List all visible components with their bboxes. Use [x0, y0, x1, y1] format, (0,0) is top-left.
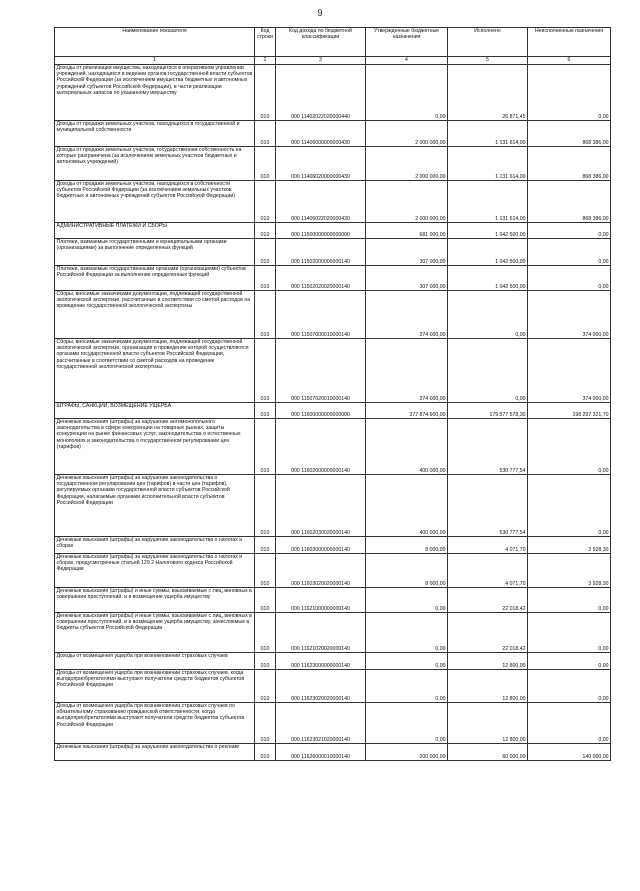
table-row [55, 266, 611, 291]
unexecuted-amount-cell: 868 386,00 [528, 147, 611, 181]
income-code-cell: 000 11626000010000140 [276, 744, 366, 761]
line-code-cell: 010 [255, 419, 276, 475]
income-code-cell: 000 11500000000000000 [276, 223, 366, 239]
line-code-cell: 010 [255, 266, 276, 291]
approved-amount-cell: 0,00 [366, 653, 448, 670]
column-number: 6 [528, 57, 611, 65]
approved-amount-cell: 8 000,00 [366, 537, 448, 554]
indicator-name-cell: Денежные взыскания (штрафы) и иные суммы, взыскиваемые с лиц, виновных в совершении преступлений, и в возмещение ущерба имуществу, зачисляемые в бюджеты субъектов Российской Федерации [55, 613, 255, 653]
unexecuted-amount-cell: 868 386,00 [528, 121, 611, 147]
unexecuted-amount-cell: 0,00 [528, 266, 611, 291]
header-executed: Исполнено [448, 28, 528, 57]
executed-amount-cell: 1 131 614,00 [448, 147, 528, 181]
indicator-name-cell: Денежные взыскания (штрафы) за нарушение законодательства о рекламе [55, 744, 255, 761]
indicator-name-cell: Платежи, взимаемые государственными органами (организациями) субъектов Российской Федерации за выполнение определенных функций [55, 266, 255, 291]
income-code-cell: 000 11603020020000140 [276, 554, 366, 588]
approved-amount-cell: 2 000 000,00 [366, 147, 448, 181]
unexecuted-amount-cell: 0,00 [528, 475, 611, 537]
column-number: 2 [255, 57, 276, 65]
approved-amount-cell: 200 000,00 [366, 744, 448, 761]
approved-amount-cell: 307 000,00 [366, 266, 448, 291]
executed-amount-cell: 4 071,70 [448, 537, 528, 554]
approved-amount-cell: 2 000 000,00 [366, 121, 448, 147]
unexecuted-amount-cell: 0,00 [528, 653, 611, 670]
table-row [55, 703, 611, 744]
executed-amount-cell: 22 018,42 [448, 613, 528, 653]
unexecuted-amount-cell: 0,00 [528, 588, 611, 613]
unexecuted-amount-cell: 374 000,00 [528, 291, 611, 339]
approved-amount-cell: 8 000,00 [366, 554, 448, 588]
table-row [55, 419, 611, 475]
line-code-cell: 010 [255, 613, 276, 653]
indicator-name-cell: Доходы от реализации имущества, находящегося в оперативном управлении учреждений, находящихся в ведении органов государственной власти субъектов Российской Федерации (за исключением имущества бюджетных и автономных учреждений субъектов Российской Федерации), в части реализации материальных запасов по указанному имуществу [55, 65, 255, 121]
income-code-cell: 000 11502020020000140 [276, 266, 366, 291]
income-code-cell: 000 11406022020000430 [276, 181, 366, 223]
table-header-row [55, 28, 611, 57]
table-row [55, 147, 611, 181]
unexecuted-amount-cell: 374 000,00 [528, 339, 611, 403]
line-code-cell: 010 [255, 475, 276, 537]
income-code-cell: 000 11406000000000430 [276, 121, 366, 147]
indicator-name-cell: Денежные взыскания (штрафы) за нарушение законодательства о налогах и сборах [55, 537, 255, 554]
header-code: Код строки [255, 28, 276, 57]
executed-amount-cell: 1 131 614,00 [448, 121, 528, 147]
executed-amount-cell: 1 131 614,00 [448, 181, 528, 223]
approved-amount-cell: 400 000,00 [366, 419, 448, 475]
approved-amount-cell: 377 874 900,00 [366, 403, 448, 419]
approved-amount-cell: 0,00 [366, 65, 448, 121]
indicator-name-cell: Доходы от возмещения ущерба при возникновении страховых случаев [55, 653, 255, 670]
column-number: 3 [276, 57, 366, 65]
unexecuted-amount-cell: 0,00 [528, 223, 611, 239]
executed-amount-cell: 22 018,42 [448, 588, 528, 613]
unexecuted-amount-cell: 0,00 [528, 703, 611, 744]
approved-amount-cell: 0,00 [366, 588, 448, 613]
table-row [55, 475, 611, 537]
approved-amount-cell: 374 000,00 [366, 339, 448, 403]
executed-amount-cell: 12 800,00 [448, 703, 528, 744]
column-number: 5 [448, 57, 528, 65]
income-code-cell: 000 11623021020000140 [276, 703, 366, 744]
income-code-cell: 000 11621000000000140 [276, 588, 366, 613]
column-number: 4 [366, 57, 448, 65]
table-row [55, 121, 611, 147]
unexecuted-amount-cell: 0,00 [528, 239, 611, 266]
income-code-cell: 000 11406020000000430 [276, 147, 366, 181]
approved-amount-cell: 400 000,00 [366, 475, 448, 537]
executed-amount-cell: 60 000,00 [448, 744, 528, 761]
budget-execution-table [54, 27, 611, 761]
income-code-cell: 000 11402022020000440 [276, 65, 366, 121]
indicator-name-cell: Сборы, вносимые заказчиками документации, подлежащей государственной экологической экспертизе, организация и проведение которой осуществляются органами государственной власти субъектов Российской Федерации, рассчитанные в соответствии со сметой расходов на проведение государственной экологической экспертизы [55, 339, 255, 403]
table-row [55, 554, 611, 588]
approved-amount-cell: 374 000,00 [366, 291, 448, 339]
indicator-name-cell: Денежные взыскания (штрафы) и иные суммы, взыскиваемые с лиц, виновных в совершении преступлений, и в возмещение ущерба имуществу [55, 588, 255, 613]
unexecuted-amount-cell: 140 000,00 [528, 744, 611, 761]
income-code-cell: 000 11602030020000140 [276, 475, 366, 537]
executed-amount-cell: 26 871,45 [448, 65, 528, 121]
executed-amount-cell: 0,00 [448, 339, 528, 403]
unexecuted-amount-cell: 3 928,30 [528, 554, 611, 588]
income-code-cell: 000 11507020010000140 [276, 339, 366, 403]
indicator-name-cell: Доходы от продажи земельных участков, находящихся в собственности субъектов Российской Федерации (за исключением земельных участков бюджетных и автономных учреждений субъектов Российской Федерации) [55, 181, 255, 223]
unexecuted-amount-cell: 868 386,00 [528, 181, 611, 223]
income-code-cell: 000 11623020020000140 [276, 670, 366, 703]
line-code-cell: 010 [255, 223, 276, 239]
table-row [55, 403, 611, 419]
executed-amount-cell: 530 777,54 [448, 475, 528, 537]
table-row [55, 744, 611, 761]
header-kbk: Код дохода по бюджетной классификации [276, 28, 366, 57]
line-code-cell: 010 [255, 554, 276, 588]
income-code-cell: 000 11600000000000000 [276, 403, 366, 419]
executed-amount-cell: 4 071,70 [448, 554, 528, 588]
income-code-cell: 000 11502000000000140 [276, 239, 366, 266]
line-code-cell: 010 [255, 403, 276, 419]
indicator-name-cell: Денежные взыскания (штрафы) за нарушение антимонопольного законодательства в сфере конкуренции на товарных рынках, защиты конкуренции на рынке финансовых услуг, законодательства о естественных монополиях и законодательства о государственном регулировании цен (тарифов) [55, 419, 255, 475]
executed-amount-cell: 1 042 500,00 [448, 223, 528, 239]
indicator-name-cell: АДМИНИСТРАТИВНЫЕ ПЛАТЕЖИ И СБОРЫ [55, 223, 255, 239]
executed-amount-cell: 530 777,54 [448, 419, 528, 475]
indicator-name-cell: Доходы от продажи земельных участков, находящихся в государственной и муниципальной собственности [55, 121, 255, 147]
table-row [55, 670, 611, 703]
line-code-cell: 010 [255, 653, 276, 670]
executed-amount-cell: 1 042 500,00 [448, 239, 528, 266]
line-code-cell: 010 [255, 703, 276, 744]
approved-amount-cell: 2 000 000,00 [366, 181, 448, 223]
unexecuted-amount-cell: 0,00 [528, 419, 611, 475]
line-code-cell: 010 [255, 239, 276, 266]
table-row [55, 537, 611, 554]
indicator-name-cell: Доходы от продажи земельных участков, государственная собственность на которые разграничена (за исключением земельных участков бюджетных и автономных учреждений) [55, 147, 255, 181]
line-code-cell: 010 [255, 147, 276, 181]
approved-amount-cell: 681 000,00 [366, 223, 448, 239]
column-number-row [55, 57, 611, 65]
table-row [55, 613, 611, 653]
approved-amount-cell: 0,00 [366, 670, 448, 703]
indicator-name-cell: Денежные взыскания (штрафы) за нарушение законодательства о налогах и сборах, предусмотренные статьей 129.2 Налогового кодекса Российской Федерации [55, 554, 255, 588]
unexecuted-amount-cell: 198 297 321,70 [528, 403, 611, 419]
table-row [55, 653, 611, 670]
table-body [55, 65, 611, 761]
table-row [55, 65, 611, 121]
indicator-name-cell: Сборы, вносимые заказчиками документации, подлежащей государственной экологической экспертизе, рассчитанные в соответствии со сметой расходов на проведение государственной экологической экспертизы [55, 291, 255, 339]
column-number: 1 [55, 57, 255, 65]
executed-amount-cell: 1 042 500,00 [448, 266, 528, 291]
line-code-cell: 010 [255, 65, 276, 121]
table-row [55, 223, 611, 239]
line-code-cell: 010 [255, 537, 276, 554]
line-code-cell: 010 [255, 339, 276, 403]
unexecuted-amount-cell: 0,00 [528, 670, 611, 703]
executed-amount-cell: 12 800,00 [448, 670, 528, 703]
line-code-cell: 010 [255, 291, 276, 339]
approved-amount-cell: 307 000,00 [366, 239, 448, 266]
indicator-name-cell: Платежи, взимаемые государственными и муниципальными органами (организациями) за выполнение определенных функций [55, 239, 255, 266]
indicator-name-cell: Денежные взыскания (штрафы) за нарушение законодательства о государственном регулировании цен (тарифов) в части цен (тарифов), регулируемых органами государственной власти субъектов Российской Федерации, налагаемые органами исполнительной власти субъектов Российской Федерации [55, 475, 255, 537]
header-approved: Утвержденные бюджетные назначения [366, 28, 448, 57]
unexecuted-amount-cell: 0,00 [528, 65, 611, 121]
indicator-name-cell: Доходы от возмещения ущерба при возникновении страховых случаев, когда выгодоприобретателями выступают получатели средств бюджетов субъектов Российской Федерации [55, 670, 255, 703]
income-code-cell: 000 11507000010000140 [276, 291, 366, 339]
income-code-cell: 000 11602000000000140 [276, 419, 366, 475]
approved-amount-cell: 0,00 [366, 703, 448, 744]
line-code-cell: 010 [255, 744, 276, 761]
indicator-name-cell: ШТРАФЫ, САНКЦИИ, ВОЗМЕЩЕНИЕ УЩЕРБА [55, 403, 255, 419]
line-code-cell: 010 [255, 588, 276, 613]
line-code-cell: 010 [255, 670, 276, 703]
unexecuted-amount-cell: 0,00 [528, 613, 611, 653]
table-row [55, 339, 611, 403]
income-code-cell: 000 11603000000000140 [276, 537, 366, 554]
executed-amount-cell: 0,00 [448, 291, 528, 339]
header-unexecuted: Неисполненные назначения [528, 28, 611, 57]
line-code-cell: 010 [255, 121, 276, 147]
income-code-cell: 000 11621020020000140 [276, 613, 366, 653]
table-row [55, 181, 611, 223]
income-code-cell: 000 11623000000000140 [276, 653, 366, 670]
unexecuted-amount-cell: 3 928,30 [528, 537, 611, 554]
table-row [55, 239, 611, 266]
indicator-name-cell: Доходы от возмещения ущерба при возникновении страховых случаев по обязательному страхованию гражданской ответственности, когда выгодоприобретателями выступают получатели средств бюджетов субъектов Российской Федерации [55, 703, 255, 744]
approved-amount-cell: 0,00 [366, 613, 448, 653]
line-code-cell: 010 [255, 181, 276, 223]
table-row [55, 291, 611, 339]
executed-amount-cell: 179 577 578,30 [448, 403, 528, 419]
executed-amount-cell: 12 800,00 [448, 653, 528, 670]
page-number: 9 [317, 8, 323, 18]
table-row [55, 588, 611, 613]
header-name: Наименование показателя [55, 28, 255, 57]
